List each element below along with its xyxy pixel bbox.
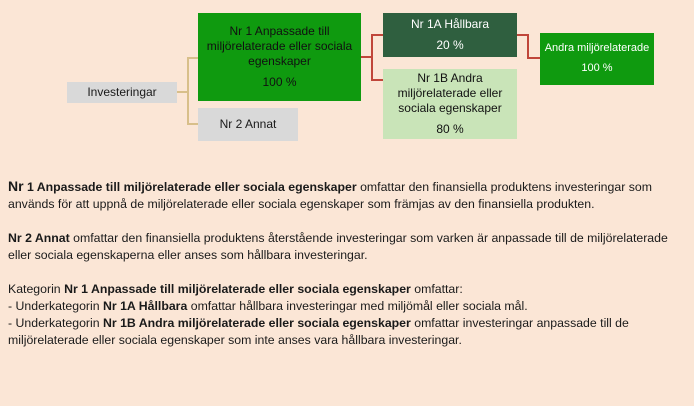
box-nr1a xyxy=(383,13,517,57)
box-nr1-title: Nr 1 Anpassade till miljörelaterade eller sociala egenskaper xyxy=(206,24,353,68)
paragraph-nr1 xyxy=(8,178,690,213)
paragraph-nr2 xyxy=(8,230,690,264)
box-andra-title: Andra miljörelaterade xyxy=(544,42,650,55)
p3-l1-rest: omfattar hållbara investeringar med miljömål eller sociala mål. xyxy=(187,299,528,313)
connector-investeringar-nr1 xyxy=(177,58,198,92)
connector-nr1a-andra xyxy=(517,35,540,58)
p1-rest: omfattar den finansiella produktens investeringar som används för att uppnå de miljörelaterade eller sociala egenskaper som främjas av den finansiella produkten. xyxy=(8,180,652,211)
connector-investeringar-nr2 xyxy=(188,92,198,124)
p3-after: omfattar: xyxy=(410,282,463,296)
box-nr1a-percent: 20 % xyxy=(436,38,464,52)
p3-bold: Nr 1 Anpassade till miljörelaterade eller sociala egenskaper xyxy=(64,282,411,296)
paragraph-kategorin xyxy=(8,281,690,349)
investment-diagram xyxy=(0,0,694,150)
connector-nr1-nr1a xyxy=(361,35,383,57)
box-nr1b-title: Nr 1B Andra miljörelaterade eller sociala egenskaper xyxy=(397,71,503,115)
box-andra xyxy=(540,33,654,85)
box-andra-percent: 100 % xyxy=(581,62,613,74)
p3-intro: Kategorin xyxy=(8,282,65,296)
box-nr1a-title: Nr 1A Hållbara xyxy=(410,17,490,31)
box-nr1b-percent: 80 % xyxy=(436,122,464,136)
box-nr1b xyxy=(383,69,517,139)
box-nr1 xyxy=(198,13,361,101)
box-nr2 xyxy=(198,108,298,141)
p3-l2-rest: omfattar investeringar anpassade till de miljörelaterade eller sociala egenskaper som inte anses vara hållbara investeringar. xyxy=(8,316,629,347)
p1-prefix: Nr xyxy=(8,178,24,194)
p3-l2-prefix: - Underkategorin xyxy=(8,316,104,330)
box-investeringar xyxy=(67,82,177,103)
p3-l1-prefix: - Underkategorin xyxy=(8,299,104,313)
p3-l2-bold: Nr 1B Andra miljörelaterade eller sociala egenskaper xyxy=(103,316,411,330)
box-nr2-title: Nr 2 Annat xyxy=(219,117,277,131)
box-nr1-percent: 100 % xyxy=(262,75,297,89)
p3-l1-bold: Nr 1A Hållbara xyxy=(103,299,188,313)
box-investeringar-label: Investeringar xyxy=(87,85,157,99)
connector-nr1-nr1b xyxy=(372,57,383,80)
explanation-text xyxy=(8,178,690,349)
p1-bold: 1 Anpassade till miljörelaterade eller sociala egenskaper xyxy=(23,180,357,194)
p2-rest: omfattar den finansiella produktens återstående investeringar som varken är anpassade till de miljörelaterade eller sociala egenskaperna eller anses som hållbara investeringar. xyxy=(8,231,668,262)
p2-bold: Nr 2 Annat xyxy=(8,231,70,245)
